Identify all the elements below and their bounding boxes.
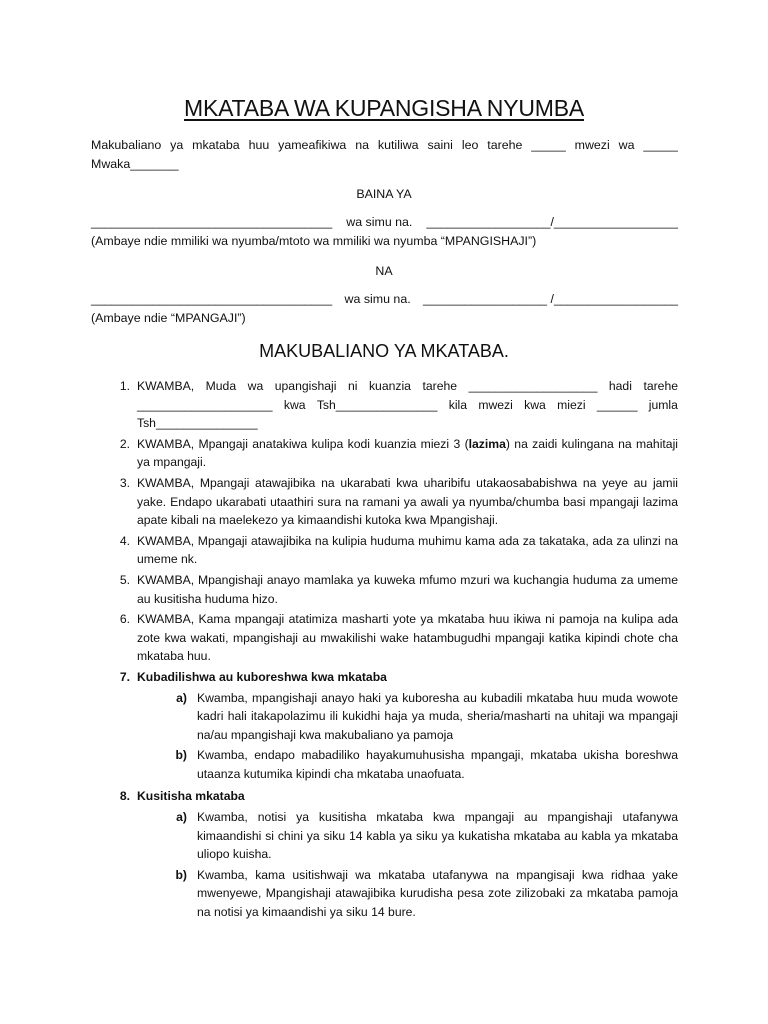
clause-2-bold-word: lazima — [468, 436, 506, 451]
clause-2-text-a: KWAMBA, Mpangaji anatakiwa kulipa kodi kuanzia miezi 3 ( — [137, 436, 469, 451]
clause-number: 2. — [119, 436, 130, 451]
party-2-description: (Ambaye ndie “MPANGAJI”) — [91, 311, 246, 325]
clauses-list — [91, 377, 678, 926]
sub-clause — [137, 866, 678, 922]
clause-body — [137, 787, 678, 923]
clause-1-line-2: ____________________ kwa Tsh_______________ kila mwezi kwa miezi ______ jumla — [137, 397, 678, 412]
intro-paragraph — [91, 136, 678, 174]
intro-line-2: Mwaka_______ — [91, 157, 179, 171]
clause-text: KWAMBA, Kama mpangaji atatimiza masharti yote ya mkataba huu ikiwa ni pamoja na kulipa ada zote kwa wakati, mpangishaji au mwakilishi wake hatambugudhi mpangaji katika kipindi chote cha mkataba huu. — [137, 612, 678, 664]
clause-item — [91, 668, 678, 786]
party-1-block — [91, 213, 678, 251]
party-2-phone-blank[interactable]: __________________ /__________________ — [423, 292, 678, 306]
party-2-simu-label: wa simu na. — [344, 292, 411, 306]
sub-clause-text: Kwamba, mpangishaji anayo haki ya kuboresha au kubadili mkataba huu muda wowote kadri hali itakapolazimu ili kukidhi haja ya muda, sheria/masharti na uhitaji wa mpangaji na/au mpangishaji kwa makubaliano ya pamoja — [197, 690, 678, 742]
party-2-block — [91, 290, 678, 328]
clause-number: 4. — [119, 533, 130, 548]
sub-clause-text: Kwamba, endapo mabadiliko hayakumuhusisha mpangaji, mkataba ukisha boreshwa utaanza kutumika kipindi cha mkataba unaofuata. — [197, 748, 678, 781]
clause-item — [91, 435, 678, 472]
clause-body — [137, 668, 678, 786]
party-1-name-blank[interactable]: ___________________________________ — [91, 215, 333, 229]
sub-clause — [137, 808, 678, 864]
sub-clause-label: b) — [175, 867, 187, 882]
clause-heading: Kubadilishwa au kuboreshwa kwa mkataba — [137, 669, 387, 684]
clause-number: 8. — [119, 789, 130, 804]
clause-number: 1. — [119, 379, 130, 393]
clause-item — [91, 532, 678, 569]
clause-number: 6. — [119, 612, 130, 627]
clause-text: KWAMBA, Mpangaji atawajibika na ukarabati kwa uharibifu utakaosababishwa na yeye au jamii yake. Endapo ukarabati utaathiri sura na ramani ya awali ya nyumba/chumba basi mpangaji lazima apate kibali na maelekezo ya kimaandishi kutoka kwa Mpangishaji. — [137, 475, 678, 528]
sub-clause-label: a) — [176, 690, 187, 705]
sub-clause-text: Kwamba, notisi ya kusitisha mkataba kwa mpangaji au mpangishaji utafanywa kimaandishi si chini ya siku 14 kabla ya siku ya kukatisha mkataba au kabla ya mkataba uliopo kuisha. — [197, 810, 678, 862]
clause-number: 3. — [119, 475, 130, 490]
clause-text: KWAMBA, Mpangaji atawajibika na kulipia huduma muhimu kama ada za takataka, ada za ulinzi na umeme nk. — [137, 533, 678, 567]
clause-item — [91, 377, 678, 433]
party-1-phone-blank[interactable]: __________________/__________________ — [426, 215, 678, 229]
sub-clause-label: b) — [175, 748, 187, 763]
clause-item — [91, 787, 678, 923]
sub-clause — [137, 689, 678, 745]
sub-clause — [137, 746, 678, 783]
baina-ya-label: BAINA YA — [356, 187, 412, 201]
party-1-line — [91, 213, 678, 232]
clause-text — [137, 435, 678, 472]
clause-number: 5. — [119, 572, 130, 587]
intro-line-1: Makubaliano ya mkataba huu yameafikiwa na kutiliwa saini leo tarehe _____ mwezi wa _____ — [91, 138, 678, 152]
party-2-name-blank[interactable]: ___________________________________ — [91, 292, 333, 306]
agreement-subheading: MAKUBALIANO YA MKATABA. — [259, 341, 509, 361]
clause-heading: Kusitisha mkataba — [137, 789, 245, 804]
sub-clause-label: a) — [176, 810, 187, 825]
party-2-line — [91, 290, 678, 309]
party-1-simu-label: wa simu na. — [346, 215, 413, 229]
clause-item — [91, 571, 678, 608]
clause-item — [91, 474, 678, 530]
clause-1-line-1: KWAMBA, Muda wa upangishaji ni kuanzia tarehe ___________________ hadi tarehe — [137, 379, 678, 393]
sub-clause-text: Kwamba, kama usitishwaji wa mkataba utafanywa na mpangisaji kwa ridhaa yake mwenyewe, Mpangishaji atawajibika kurudisha pesa zote zilizobaki za mkataba pamoja na notisi ya kimaandishi ya siku 14 bure. — [197, 867, 678, 920]
document-title: MKATABA WA KUPANGISHA NYUMBA — [184, 95, 584, 121]
party-1-description: (Ambaye ndie mmiliki wa nyumba/mtoto wa mmiliki wa nyumba “MPANGISHAJI”) — [91, 234, 537, 248]
clause-item — [91, 610, 678, 666]
clause-text — [137, 377, 678, 433]
clause-1-line-3: Tsh_______________ — [137, 416, 258, 431]
na-label: NA — [375, 264, 393, 278]
clause-2-text-b: ) na zaidi kulingana na mahitaji ya mpangaji. — [137, 436, 678, 470]
clause-text: KWAMBA, Mpangishaji anayo mamlaka ya kuweka mfumo mzuri wa kuchangia huduma za umeme au kusitisha huduma hizo. — [137, 572, 678, 606]
clause-number: 7. — [119, 669, 130, 684]
